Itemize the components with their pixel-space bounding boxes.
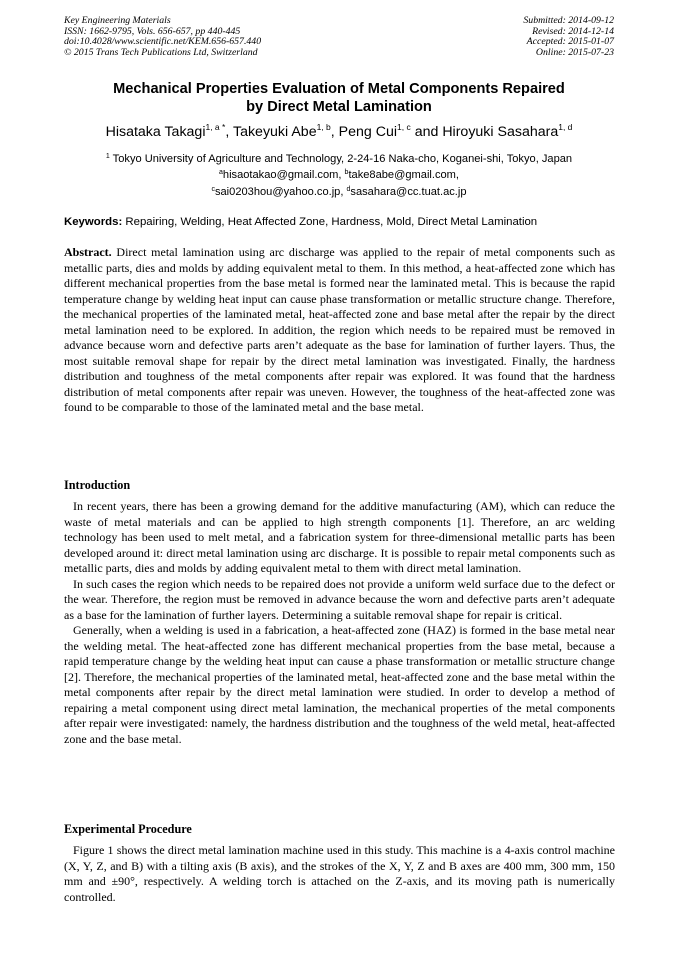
- body-paragraph: Generally, when a welding is used in a fabrication, a heat-affected zone (HAZ) is formed in the base metal near the welding metal. The heat-affected zone has different mechanical properties from the base metal, because a rapid temperature change by the welding heat input can cause a phase transformation or metallic structure change [2]. Therefore, the mechanical properties of the laminated metal, heat-affected zone and the base metal within the metal components after repair by the direct metal lamination were studied. In order to develop a method of repairing a metal component using direct metal lamination, the mechanical properties of the metal components after repair were investigated: namely, the hardness distribution and the toughness of the weld metal, heat-affected zone and the base metal.: [64, 623, 615, 746]
- revised-date: Revised: 2014-12-14: [532, 25, 614, 37]
- author-affiliation-mark: 1, a *: [205, 122, 226, 132]
- journal-name: Key Engineering Materials: [64, 15, 171, 26]
- introduction-heading: Introduction: [64, 478, 131, 492]
- email-mark: c: [211, 185, 215, 193]
- affiliation-block: [30, 150, 648, 199]
- email-mark: a: [219, 169, 223, 177]
- abstract-label: Abstract.: [64, 245, 112, 259]
- journal-header-left: [64, 16, 261, 58]
- email-address: take8abe@gmail.com,: [348, 169, 459, 182]
- author-list: [40, 122, 638, 140]
- email-address: sasahara@cc.tuat.ac.jp: [350, 185, 467, 198]
- abstract-paragraph: [64, 245, 615, 416]
- abstract-text: Direct metal lamination using arc discharge was applied to the repair of metal components such as metallic parts, dies and molds by adding equivalent metal to them. In this method, a heat-affected zone which has different mechanical properties from the base metal is formed near the laminated metal. This is because the rapid temperature change by welding heat input can cause phase transformation or metallic structure change. Therefore, the mechanical properties of the laminated metal, heat-affected zone and base metal after the repair by the direct metal lamination need to be explored. In addition, the region which needs to be repaired must be removed in advance because worn and defective parts aren’t adequate as the base for lamination of further layers. Thus, the most suitable removal shape for repair by the direct metal lamination was investigated. Finally, the hardness distribution and toughness of the metal components after repair was explored. It was found that the hardness distribution of metal components after repair was uneven. However, the toughness of the heat-affected zone was found to be comparable to those of the laminated metal and the base metal.: [64, 245, 615, 414]
- email-line-1: [30, 166, 648, 182]
- experimental-procedure-heading: Experimental Procedure: [64, 822, 192, 836]
- keywords-text: Repairing, Welding, Heat Affected Zone, Hardness, Mold, Direct Metal Lamination: [122, 216, 538, 228]
- email-mark: b: [344, 169, 349, 177]
- journal-issn: ISSN: 1662-9795, Vols. 656-657, pp 440-445: [64, 25, 241, 37]
- affiliation-text: Tokyo University of Agriculture and Technology, 2-24-16 Naka-cho, Koganei-shi, Tokyo, Japan: [109, 153, 573, 165]
- author-name: Peng Cui: [338, 124, 398, 140]
- author-affiliation-mark: 1, d: [558, 122, 573, 132]
- experimental-procedure-section: [64, 843, 615, 905]
- journal-header-right: [523, 16, 614, 58]
- online-date: Online: 2015-07-23: [535, 46, 614, 58]
- body-paragraph: In such cases the region which needs to be repaired does not provide a uniform weld surface due to the defect or the wear. Therefore, the region must be removed in advance because the worn and defective parts aren’t adequate as a base for the lamination of further layers. Determining a suitable removal shape for repair is critical.: [64, 576, 615, 622]
- author-name: Takeyuki Abe: [232, 124, 317, 140]
- paper-title: [64, 80, 614, 116]
- author-separator: ,: [225, 124, 233, 140]
- affiliation-line: [30, 150, 648, 166]
- keywords-label: Keywords:: [64, 216, 123, 228]
- introduction-section: [64, 499, 615, 747]
- email-address: sai0203hou@yahoo.co.jp,: [214, 185, 347, 198]
- submitted-date: Submitted: 2014-09-12: [523, 15, 614, 26]
- email-address: hisaotakao@gmail.com,: [222, 169, 345, 182]
- email-line-2: [30, 183, 648, 199]
- title-line-1: Mechanical Properties Evaluation of Metal Components Repaired: [113, 81, 565, 97]
- author-affiliation-mark: 1, c: [397, 122, 411, 132]
- title-line-2: by Direct Metal Lamination: [246, 99, 432, 115]
- affiliation-number: 1: [105, 153, 110, 160]
- email-mark: d: [346, 185, 351, 193]
- journal-doi: doi:10.4028/www.scientific.net/KEM.656-657.440: [64, 36, 262, 48]
- author-name: Hiroyuki Sasahara: [442, 124, 559, 140]
- author-separator: ,: [330, 124, 339, 140]
- keywords-line: [64, 216, 624, 228]
- author-name: Hisataka Takagi: [105, 124, 206, 140]
- journal-copyright: © 2015 Trans Tech Publications Ltd, Switzerland: [64, 46, 258, 58]
- body-paragraph: Figure 1 shows the direct metal lamination machine used in this study. This machine is a 4-axis control machine (X, Y, Z, and B) with a tilting axis (B axis), and the strokes of the X, Y, Z and B axes are 400 mm, 300 mm, 150 mm and ±90°, respectively. A welding torch is attached on the Z-axis, and its moving path is numerically controlled.: [64, 843, 615, 904]
- author-affiliation-mark: 1, b: [316, 122, 331, 132]
- body-paragraph: In recent years, there has been a growing demand for the additive manufacturing (AM), which can reduce the waste of metal materials and can be applied to high strength components [1]. Therefore, an arc welding technology has been used to melt metal, and a fabrication system for three-dimensional metallic parts has been developed around it: direct metal lamination using arc discharge. It is possible to repair metal components such as metallic parts, dies and molds by adding equivalent metal to them with direct metal lamination.: [64, 499, 615, 575]
- accepted-date: Accepted: 2015-01-07: [526, 36, 614, 48]
- author-separator: and: [410, 124, 443, 140]
- abstract-section: [64, 245, 615, 416]
